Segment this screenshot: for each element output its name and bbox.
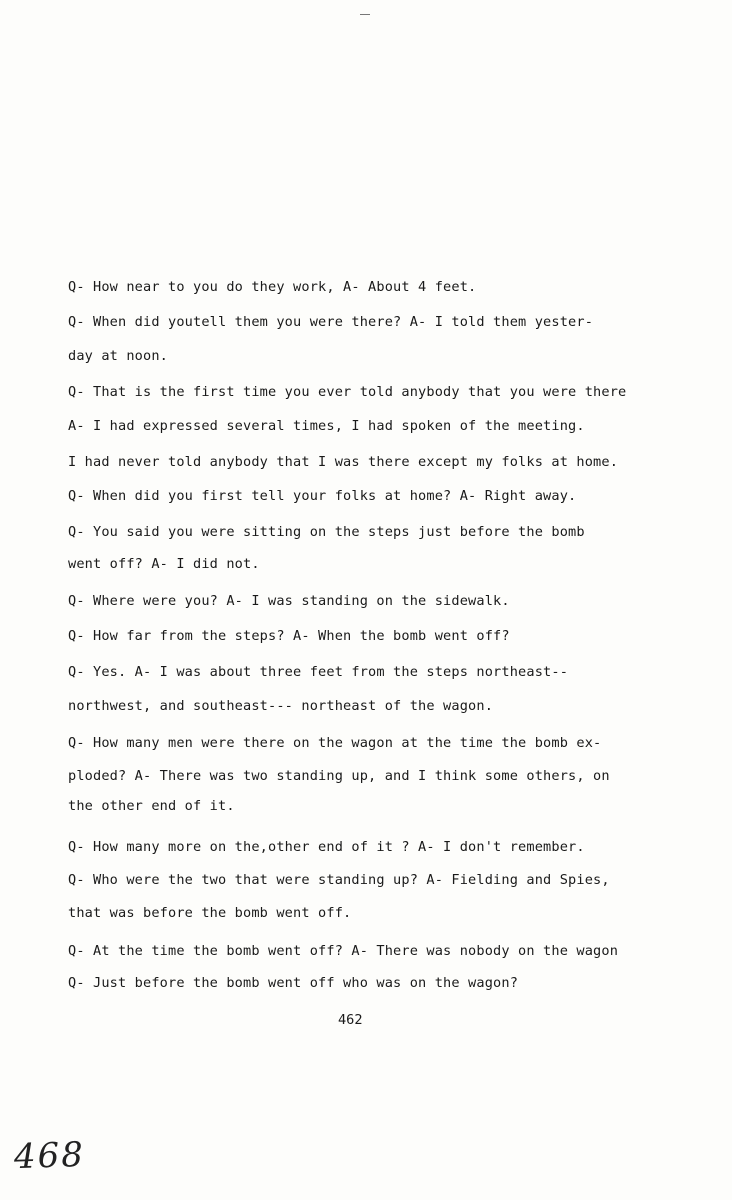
transcript-line: Q- How many men were there on the wagon at the time the bomb ex- [68, 735, 602, 751]
transcript-line: Q- That is the first time you ever told anybody that you were there [68, 384, 627, 400]
transcript-line: I had never told anybody that I was there except my folks at home. [68, 454, 619, 470]
transcript-line: went off? A- I did not. [68, 556, 260, 572]
transcript-line: Q- Just before the bomb went off who was on the wagon? [68, 975, 519, 991]
transcript-line: Q- Yes. A- I was about three feet from the steps northeast-- [68, 664, 569, 680]
transcript-line: Q- How many more on the,other end of it ? A- I don't remember. [68, 839, 585, 855]
transcript-line: Q- When did you first tell your folks at home? A- Right away. [68, 488, 577, 504]
transcript-line: Q- Who were the two that were standing up? A- Fielding and Spies, [68, 872, 610, 888]
transcript-line: Q- How far from the steps? A- When the bomb went off? [68, 628, 510, 644]
transcript-line: A- I had expressed several times, I had spoken of the meeting. [68, 418, 585, 434]
transcript-line: Q- At the time the bomb went off? A- There was nobody on the wagon [68, 943, 619, 959]
transcript-line: that was before the bomb went off. [68, 905, 352, 921]
transcript-line: the other end of it. [68, 798, 235, 814]
transcript-line: Q- You said you were sitting on the steps just before the bomb [68, 524, 585, 540]
transcript-line: Q- Where were you? A- I was standing on the sidewalk. [68, 593, 510, 609]
transcript-line: ploded? A- There was two standing up, and I think some others, on [68, 768, 610, 784]
transcript-line: day at noon. [68, 348, 169, 364]
page-number: 462 [338, 1012, 363, 1028]
transcript-line: Q- When did youtell them you were there? A- I told them yester- [68, 314, 594, 330]
transcript-line: Q- How near to you do they work, A- About 4 feet. [68, 279, 477, 295]
scan-mark [360, 14, 370, 15]
handwritten-page-number: 468 [13, 1134, 86, 1178]
transcript-line: northwest, and southeast--- northeast of the wagon. [68, 698, 494, 714]
